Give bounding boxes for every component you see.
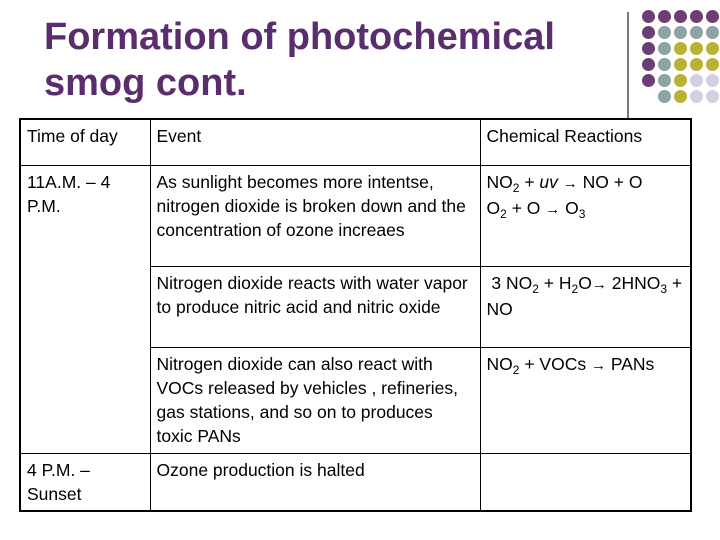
- decorative-dot: [690, 42, 703, 55]
- cell-event: Nitrogen dioxide can also react with VOCs released by vehicles , refineries, gas stations, and so on to produces toxic PANs: [150, 347, 480, 453]
- table-row: [20, 266, 691, 347]
- decorative-dot: [658, 26, 671, 39]
- decorative-dot: [642, 42, 655, 55]
- slide-title-line-2: smog cont.: [44, 62, 247, 104]
- header-event: Event: [150, 119, 480, 165]
- decorative-dot: [674, 42, 687, 55]
- decorative-dot: [690, 10, 703, 23]
- cell-time: [20, 347, 150, 453]
- cell-event: As sunlight becomes more intentse, nitrogen dioxide is broken down and the concentration of ozone increaes: [150, 165, 480, 266]
- decorative-dot: [706, 42, 719, 55]
- cell-time: [20, 266, 150, 347]
- cell-time: 11A.M. – 4 P.M.: [20, 165, 150, 266]
- decorative-dot: [674, 90, 687, 103]
- decorative-dot: [642, 10, 655, 23]
- smog-formation-table: [19, 118, 692, 512]
- cell-event: Nitrogen dioxide reacts with water vapor to produce nitric acid and nitric oxide: [150, 266, 480, 347]
- arrow-icon: →: [590, 356, 606, 374]
- decorative-dot: [690, 58, 703, 71]
- decorative-dot: [706, 26, 719, 39]
- decorative-dot: [690, 90, 703, 103]
- decorative-dot: [674, 26, 687, 39]
- decorative-dot: [690, 26, 703, 39]
- table-row: [20, 347, 691, 453]
- decorative-dot: [658, 74, 671, 87]
- decorative-dot: [674, 10, 687, 23]
- decorative-dot: [658, 10, 671, 23]
- cell-reaction: [480, 347, 691, 453]
- decorative-dot: [642, 74, 655, 87]
- decorative-dot-grid: [642, 10, 720, 120]
- decorative-dot: [642, 26, 655, 39]
- cell-time: 4 P.M. – Sunset: [20, 453, 150, 511]
- decorative-dot: [658, 90, 671, 103]
- cell-reaction: [480, 453, 691, 511]
- decorative-dot: [690, 74, 703, 87]
- divider-line: [627, 12, 629, 118]
- decorative-dot: [706, 58, 719, 71]
- table-header-row: [20, 119, 691, 165]
- reaction-line: $O_2 + O \to O_3$: [486, 197, 586, 221]
- decorative-dot: [658, 42, 671, 55]
- cell-reaction: [480, 165, 691, 266]
- slide-title: [44, 14, 604, 106]
- decorative-dot: [706, 90, 719, 103]
- reaction-line: 3 $NO_2 + H_2O\to 2HNO_3$ + NO: [486, 272, 683, 319]
- decorative-dot: [706, 74, 719, 87]
- decorative-dot: [658, 58, 671, 71]
- header-chemical-reactions: Chemical Reactions: [480, 119, 691, 165]
- cell-reaction: [480, 266, 691, 347]
- arrow-icon: →: [545, 200, 561, 218]
- arrow-icon: →: [562, 174, 578, 192]
- decorative-dot: [706, 10, 719, 23]
- table-row: [20, 453, 691, 511]
- decorative-dot: [674, 58, 687, 71]
- decorative-dot: [642, 58, 655, 71]
- table-row: [20, 165, 691, 266]
- reaction-line: $NO_2$ + uv → NO + O: [486, 171, 643, 195]
- cell-event: Ozone production is halted: [150, 453, 480, 511]
- decorative-dot: [674, 74, 687, 87]
- slide-title-line-1: Formation of photochemical: [44, 16, 555, 58]
- arrow-icon: →: [591, 275, 607, 293]
- header-time-of-day: Time of day: [20, 119, 150, 165]
- reaction-line: $NO_2$ + VOCs → PANs: [486, 353, 655, 377]
